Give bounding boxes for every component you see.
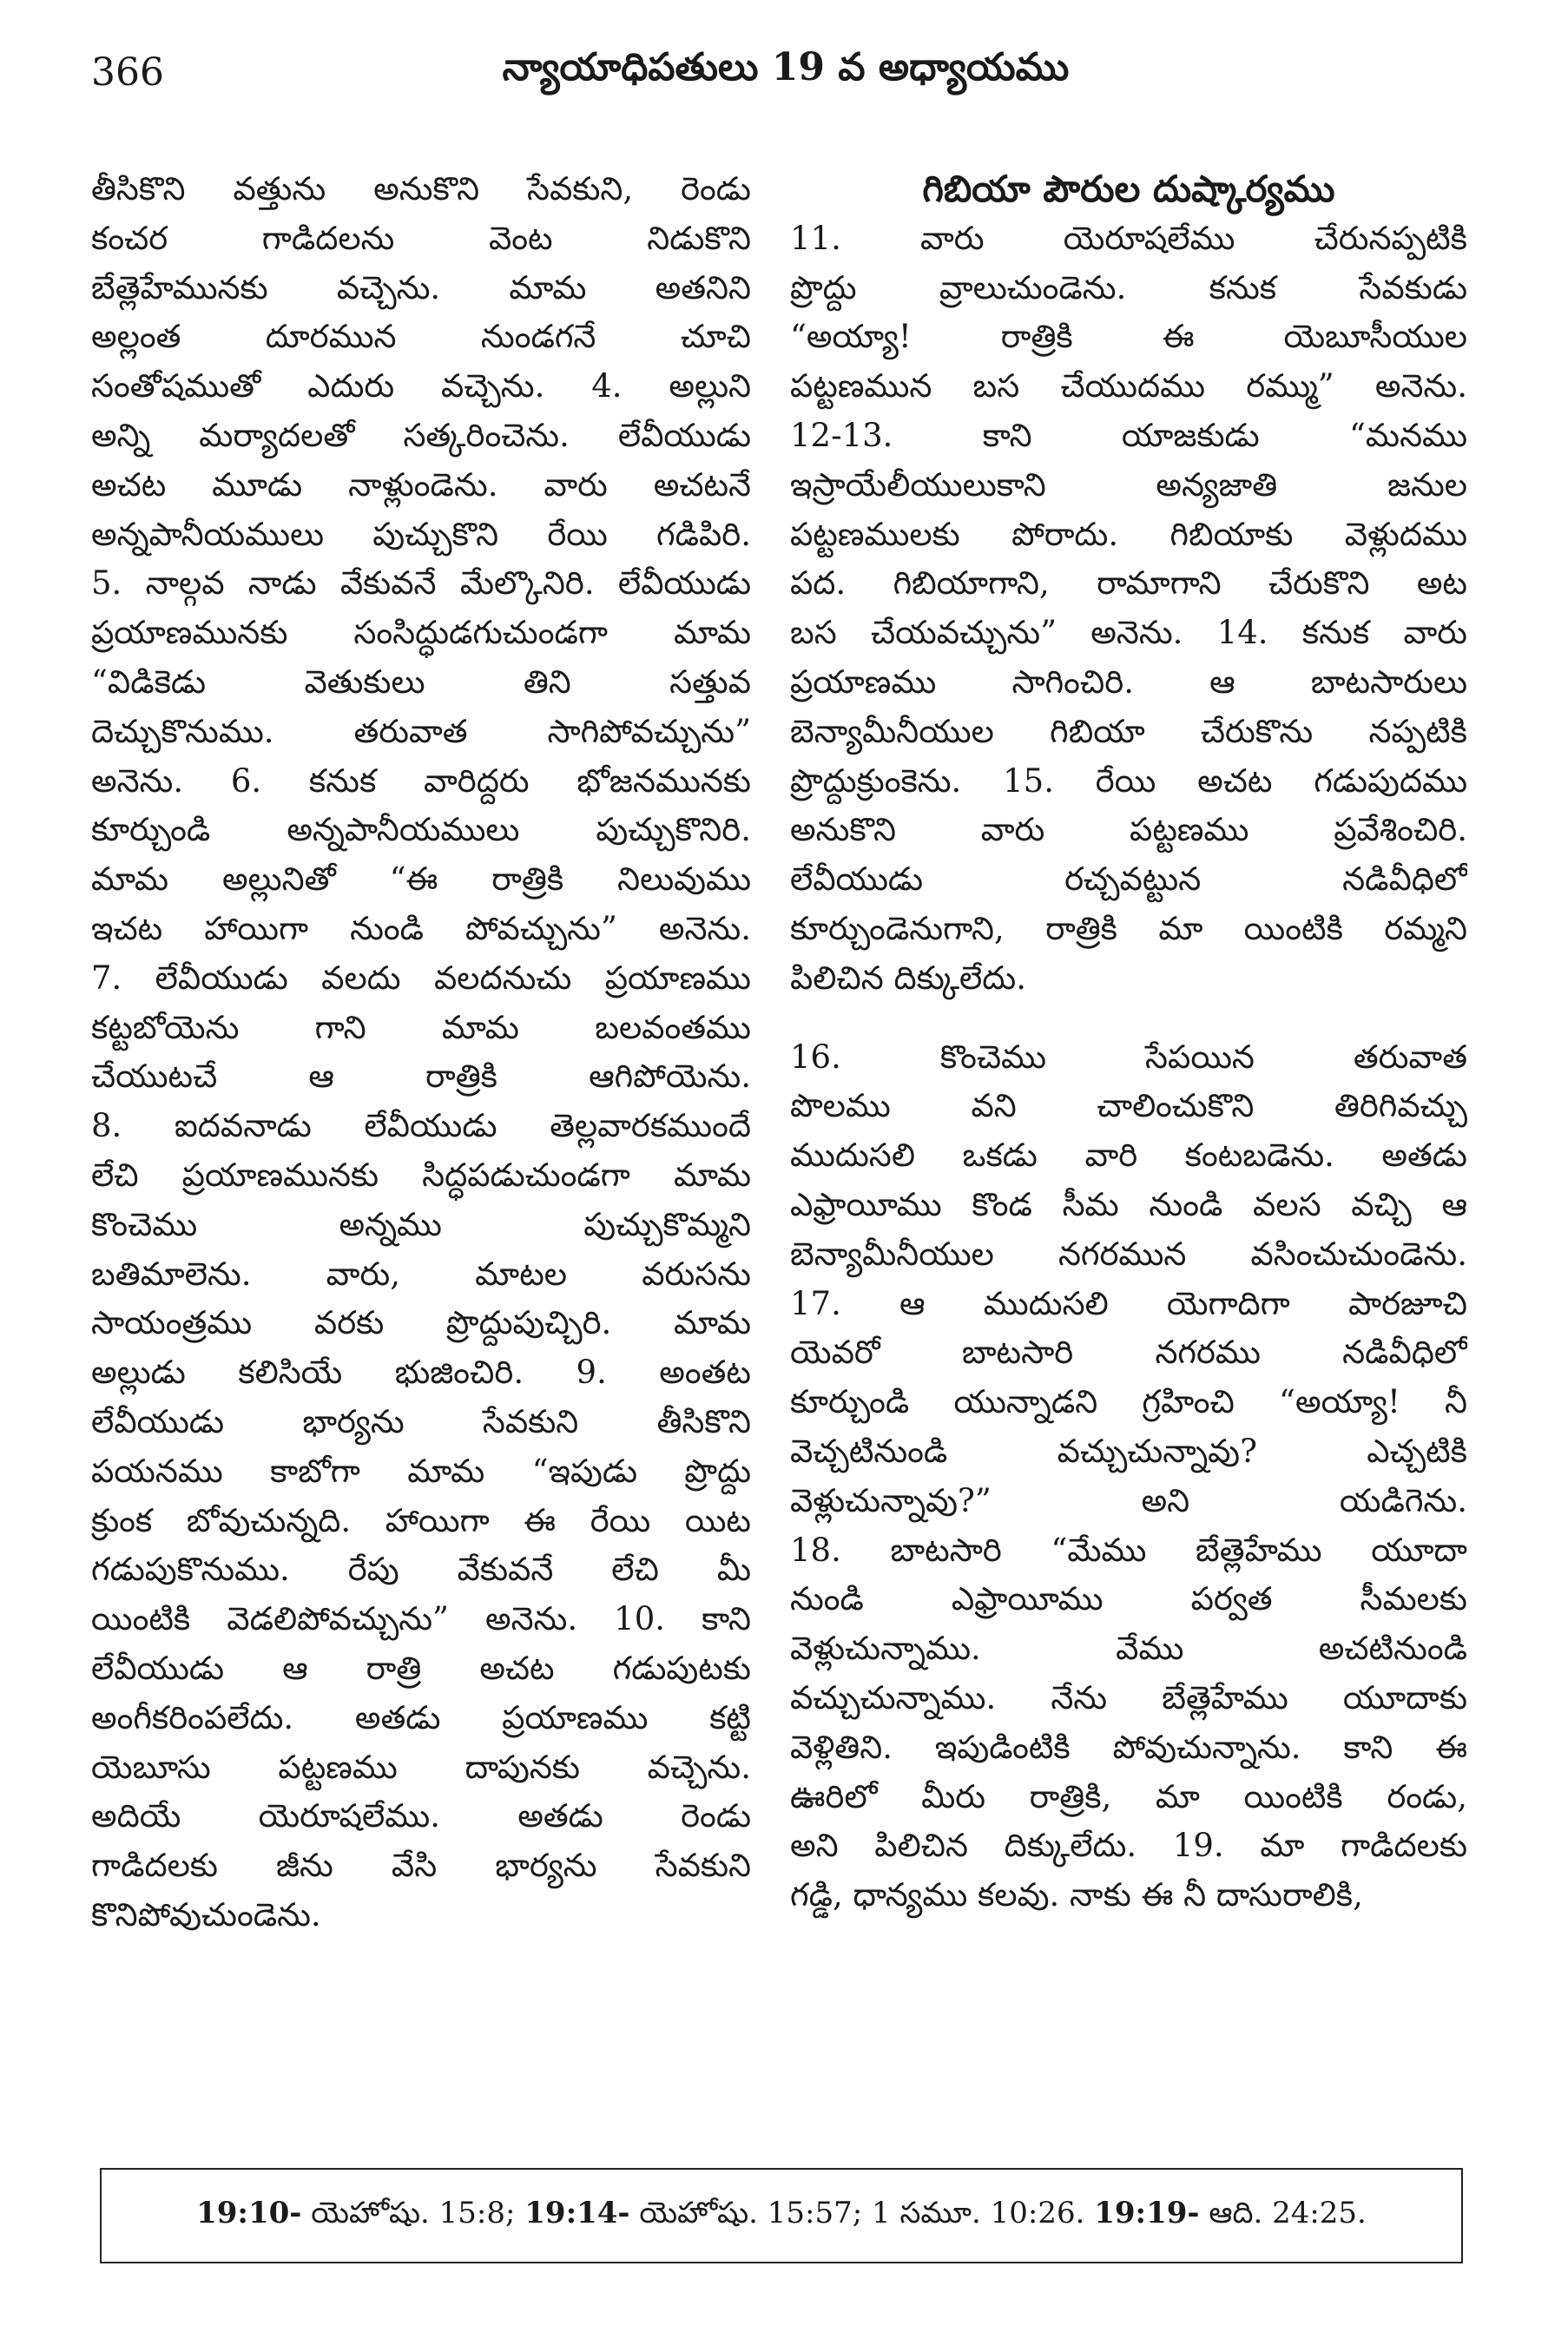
text-line: 5. నాల్గవ నాడు వేకువనే మేల్కొనిరి. లేవీయుడు (91, 564, 751, 603)
text-line: బస చేయవచ్చును” అనెను. 14. కనుక వారు (790, 614, 1467, 652)
paragraph-gap (790, 1004, 1467, 1033)
text-line: యింటికి వెడలిపోవచ్చును” అనెను. 10. కాని (91, 1600, 751, 1638)
text-line: అని పిలిచిన దిక్కులేదు. 19. మా గాడిదలకు (790, 1827, 1467, 1865)
text-line: వెచ్చటినుండి వచ్చుచున్నావు? ఎచ్చటికి (790, 1432, 1467, 1470)
text-line: అచట మూడు నాళ్లుండెను. వారు అచటనే (91, 465, 751, 504)
text-line: పట్టణములకు పోరాదు. గిబియాకు వెళ్లుదము (790, 515, 1467, 553)
footnote-ref: 19:19- (1094, 2196, 1200, 2230)
text-line: అనెను. 6. కనుక వారిద్దరు భోజనమునకు (91, 761, 751, 800)
paragraph-16 (790, 1033, 1467, 1920)
text-line: అల్లుడు కలిసియే భుజించిరి. 9. అంతట (91, 1354, 751, 1392)
text-line: మామ అల్లునితో “ఈ రాత్రికి నిలువుము (91, 860, 751, 899)
text-line: బెన్యామీనీయుల నగరమున వసించుచుండెను. (790, 1235, 1467, 1273)
text-line: యెబూసు పట్టణము దాపునకు వచ్చెను. (91, 1748, 751, 1786)
text-line: ప్రయాణము సాగించిరి. ఆ బాటసారులు (790, 662, 1467, 701)
text-line: 12-13. కాని యాజకుడు “మనము (790, 416, 1467, 454)
footnote-text: ఆది. 24:25. (1199, 2196, 1367, 2230)
text-line: బతిమాలెను. వారు, మాటల వరుసను (91, 1255, 751, 1293)
footnote-ref: 19:14- (524, 2196, 630, 2230)
footnote-ref: 19:10- (196, 2196, 302, 2230)
text-line: వెళ్లుచున్నాము. వేము అచటినుండి (790, 1630, 1467, 1668)
text-line: అంగీకరింపలేదు. అతడు ప్రయాణము కట్టి (91, 1698, 751, 1736)
text-line: వచ్చుచున్నాము. నేను బేత్లెహేము యూదాకు (790, 1678, 1467, 1716)
text-line: ఇచట హాయిగా నుండి పోవచ్చును” అనెను. (91, 909, 751, 947)
text-line: గాడిదలకు జీను వేసి భార్యను సేవకుని (91, 1847, 751, 1885)
text-line: 18. బాటసారి “మేము బేత్లెహేము యూదా (790, 1531, 1467, 1569)
section-heading: గిబియా పౌరుల దుష్కార్యము (922, 168, 1335, 210)
cross-reference-box (100, 2168, 1463, 2263)
page-header (91, 45, 1480, 115)
text-line: గడుపుకొనుము. రేపు వేకువనే లేచి మీ (91, 1551, 751, 1589)
paragraph-11 (790, 214, 1467, 1004)
page-number: 366 (91, 50, 164, 95)
text-line: అదియే యెరూషలేము. అతడు రెండు (91, 1797, 751, 1835)
text-line: “అయ్యా! రాత్రికి ఈ యెబూసీయుల (790, 318, 1467, 356)
text-line: “విడికెడు వెతుకులు తిని సత్తువ (91, 662, 751, 701)
text-line: 7. లేవీయుడు వలదు వలదనుచు ప్రయాణము (91, 959, 751, 997)
text-line: లేచి ప్రయాణమునకు సిద్ధపడుచుండగా మామ (91, 1156, 751, 1194)
text-line: ముదుసలి ఒకడు వారి కంటబడెను. అతడు (790, 1136, 1467, 1175)
text-line: బేత్లెహేమునకు వచ్చెను. మామ అతనిని (91, 268, 751, 306)
text-line: 16. కొంచెము సేపయిన తరువాత (790, 1038, 1467, 1076)
text-line: పయనము కాబోగా మామ “ఇపుడు ప్రొద్దు (91, 1452, 751, 1490)
text-line: 11. వారు యెరూషలేము చేరునప్పటికి (790, 219, 1467, 257)
text-line: సాయంత్రము వరకు ప్రొద్దుపుచ్చిరి. మామ (91, 1304, 751, 1342)
text-line: క్రుంక బోవుచున్నది. హాయిగా ఈ రేయి యిట (91, 1501, 751, 1539)
text-line: యెవరో బాటసారి నగరము నడివీధిలో (790, 1334, 1467, 1372)
text-line: పొలము వని చాలించుకొని తిరిగివచ్చు (790, 1087, 1467, 1125)
text-line: పిలిచిన దిక్కులేదు. (790, 959, 1026, 997)
text-line: కొంచెము అన్నము పుచ్చుకొమ్మని (91, 1205, 751, 1243)
text-line: లేవీయుడు రచ్చవట్టున నడివీధిలో (790, 860, 1467, 899)
text-line: వెళ్లితిని. ఇపుడింటికి పోవుచున్నాను. కాని ఈ (790, 1728, 1467, 1766)
text-line: అన్నపానీయములు పుచ్చుకొని రేయి గడిపిరి. (91, 515, 751, 553)
text-line: అన్ని మర్యాదలతో సత్కరించెను. లేవీయుడు (91, 416, 751, 454)
text-line: ప్రొద్దు వ్రాలుచుండెను. కనుక సేవకుడు (790, 268, 1467, 306)
text-line: కూర్చుండి అన్నపానీయములు పుచ్చుకొనిరి. (91, 811, 751, 849)
text-line: 8. ఐదవనాడు లేవీయుడు తెల్లవారకముందే (91, 1107, 751, 1145)
footnote-text: యెహోషు. 15:57; 1 సమూ. 10:26. (629, 2196, 1095, 2230)
text-line: దెచ్చుకొనుము. తరువాత సాగిపోవచ్చును” (91, 712, 751, 750)
text-line: కూర్చుండి యున్నాడని గ్రహించి “అయ్యా! నీ (790, 1383, 1467, 1421)
text-line: లేవీయుడు ఆ రాత్రి అచట గడుపుటకు (91, 1649, 751, 1687)
cross-reference-text (102, 2196, 1461, 2237)
text-line: పట్టణమున బస చేయుదము రమ్ము” అనెను. (790, 367, 1467, 405)
text-line: లేవీయుడు భార్యను సేవకుని తీసికొని (91, 1402, 751, 1440)
text-line: కొనిపోవుచుండెను. (91, 1895, 321, 1934)
text-line: అల్లంత దూరమున నుండగనే చూచి (91, 318, 751, 356)
text-line: ఎఫ్రాయీము కొండ సీమ నుండి వలస వచ్చి ఆ (790, 1185, 1467, 1223)
text-line: కూర్చుండెనుగాని, రాత్రికి మా యింటికి రమ్మని (790, 909, 1467, 947)
text-line: కంచర గాడిదలను వెంట నిడుకొని (91, 219, 751, 257)
text-line: 17. ఆ ముదుసలి యెగాదిగా పారజూచి (790, 1284, 1467, 1322)
text-line: తీసికొని వత్తును అనుకొని సేవకుని, రెండు (91, 170, 751, 208)
text-line: ఇస్రాయేలీయులుకాని అన్యజాతి జనుల (790, 465, 1467, 504)
text-line: వెళ్లుచున్నావు?” అని యడిగెను. (790, 1481, 1467, 1519)
text-line: ఊరిలో మీరు రాత్రికి, మా యింటికి రండు, (790, 1777, 1467, 1815)
left-column (91, 165, 751, 1940)
running-title: న్యాయాధిపతులు 19 వ అధ్యాయము (502, 45, 1070, 89)
text-line: ప్రొద్దుక్రుంకెను. 15. రేయి అచట గడుపుదము (790, 761, 1467, 800)
right-column (790, 165, 1467, 1920)
text-line: బెన్యామీనీయుల గిబియా చేరుకొను నప్పటికి (790, 712, 1467, 750)
text-line: పద. గిబియాగాని, రామాగాని చేరుకొని అట (790, 564, 1467, 603)
text-line: సంతోషముతో ఎదురు వచ్చెను. 4. అల్లుని (91, 367, 751, 405)
text-line: చేయుటచే ఆ రాత్రికి ఆగిపోయెను. (91, 1057, 751, 1096)
text-line: గడ్డి, ధాన్యము కలవు. నాకు ఈ నీ దాసురాలికి, (790, 1876, 1363, 1914)
text-line: నుండి ఎఫ్రాయీము పర్వత సీమలకు (790, 1580, 1467, 1618)
text-line: అనుకొని వారు పట్టణము ప్రవేశించిరి. (790, 811, 1467, 849)
text-line: కట్టబోయెను గాని మామ బలవంతము (91, 1008, 751, 1046)
footnote-text: యెహోషు. 15:8; (301, 2196, 525, 2230)
text-line: ప్రయాణమునకు సంసిద్ధుడగుచుండగా మామ (91, 614, 751, 652)
